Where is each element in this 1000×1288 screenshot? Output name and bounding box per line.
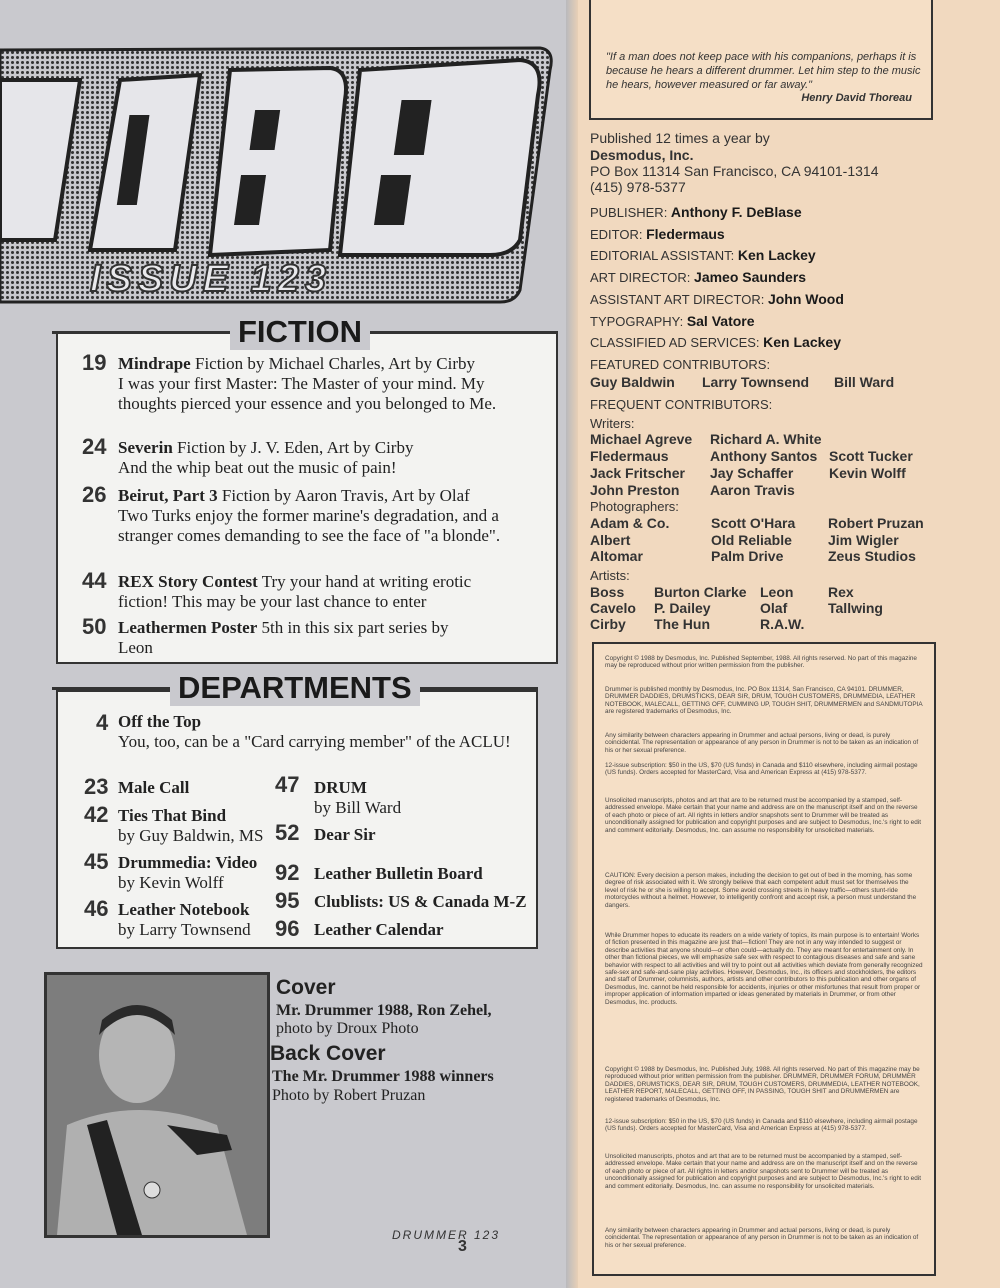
writers-label: Writers: — [590, 416, 635, 431]
artist-name: P. Dailey — [654, 600, 711, 616]
dept-page-num: 23 — [84, 774, 109, 799]
legal-paragraph: CAUTION: Every decision a person makes, including the decision to get out of bed in the morning, has some degree of risk associated with it. We strongly believe that each competent adult must set for themselves the level of risk he or she is willing to accept. Some avoid crossing streets in heavy traffic—others stunt-ride motorcycles without a helmet. However, to intelligently confront and accept risk, a person must understand the dangers. — [605, 872, 917, 909]
writer-name: Michael Agreve — [590, 431, 693, 447]
writer-name: Jack Fritscher — [590, 465, 685, 481]
legal-paragraph: Drummer is published monthly by Desmodus, Inc. PO Box 11314, San Francisco, CA 94101. DRUMMER, DRUMMER DADDIES, DRUMSTICKS, DEAR SIR, DRUM, TOUGH CUSTOMERS, DRUMMEDIA, LEATHER NOTEBOOK, MALECALL, GETTING OFF, CUMMING UP, TOUGH SHIT, DRUMMERMEN and SANDMUTOPIA are registered trademarks of Desmodus, Inc. — [605, 686, 923, 716]
fiction-page-num: 24 — [82, 434, 107, 459]
writer-name: Jay Schaffer — [710, 465, 794, 481]
dept-item[interactable]: Dear Sir — [314, 825, 376, 844]
back-cover-line1: The Mr. Drummer 1988 winners — [272, 1068, 494, 1085]
writer-name: John Preston — [590, 482, 680, 498]
dept-page-num: 96 — [275, 916, 300, 941]
writer-name: Aaron Travis — [710, 482, 795, 498]
legal-paragraph: 12-issue subscription: $50 in the US, $70 (US funds) in Canada and $110 elsewhere, including airmail postage (US funds). Orders accepted for MasterCard, Visa and American Express at (415) 978-5377. — [605, 762, 918, 777]
dept-item[interactable]: Off the Top You, too, can be a "Card carrying member" of the ACLU! — [118, 712, 511, 751]
dept-page-num: 92 — [275, 860, 300, 885]
quote-author: Henry David Thoreau — [801, 92, 912, 104]
artists-label: Artists: — [590, 568, 630, 583]
cover-photo — [44, 972, 270, 1238]
fiction-item[interactable]: Mindrape Fiction by Michael Charles, Art by Cirby I was your first Master: The Master of your mind. My thoughts pierced your essence and you belonged to Me. — [118, 354, 497, 413]
dept-page-num: 4 — [96, 710, 109, 735]
photographer-name: Altomar — [590, 548, 643, 564]
writer-name: Richard A. White — [710, 431, 822, 447]
cover-model-illustration — [47, 975, 267, 1235]
dept-item[interactable]: Male Call — [118, 778, 190, 797]
writer-name: Kevin Wolff — [829, 465, 906, 481]
fiction-item[interactable]: Beirut, Part 3 Fiction by Aaron Travis, Art by Olaf Two Turks enjoy the former marine's degradation, and a stranger comes demanding to see the face of "a blonde". — [118, 486, 501, 545]
role-line: EDITORIAL ASSISTANT: Ken Lackey — [590, 247, 816, 263]
published-line: Published 12 times a year by — [590, 130, 770, 146]
photographer-name: Zeus Studios — [828, 548, 916, 564]
departments-title: DEPARTMENTS — [170, 670, 420, 706]
fiction-title: FICTION — [230, 314, 370, 350]
publisher-company: Desmodus, Inc. — [590, 147, 694, 163]
dept-item[interactable]: Leather Bulletin Board — [314, 864, 483, 883]
dept-page-num: 42 — [84, 802, 109, 827]
publisher-phone: (415) 978-5377 — [590, 179, 686, 195]
artist-name: Burton Clarke — [654, 584, 747, 600]
dept-page-num: 46 — [84, 896, 109, 921]
legal-paragraph: Copyright © 1988 by Desmodus, Inc. Published September, 1988. All rights reserved. No part of this magazine may be reproduced without prior written permission from the publisher. — [605, 655, 917, 670]
photographer-name: Adam & Co. — [590, 515, 670, 531]
dept-item[interactable]: Leather Notebook by Larry Townsend — [118, 900, 251, 939]
fiction-item[interactable]: Severin Fiction by J. V. Eden, Art by Cirby And the whip beat out the music of pain! — [118, 438, 414, 477]
frequent-label: FREQUENT CONTRIBUTORS: — [590, 397, 773, 412]
back-cover-line2: Photo by Robert Pruzan — [272, 1087, 426, 1104]
featured-name: Larry Townsend — [702, 374, 810, 390]
cover-line1: Mr. Drummer 1988, Ron Zehel, — [276, 1002, 492, 1019]
dept-page-num: 45 — [84, 849, 109, 874]
photographer-name: Jim Wigler — [828, 532, 899, 548]
artist-name: Boss — [590, 584, 625, 600]
legal-paragraph: Any similarity between characters appearing in Drummer and actual persons, living or dead, is purely coincidental. The representation or appearance of any person in Drummer is not to be taken as an indication of his or her sexual preference. — [605, 1227, 919, 1249]
dept-item[interactable]: DRUM by Bill Ward — [314, 778, 402, 817]
dept-item[interactable]: Leather Calendar — [314, 920, 444, 939]
fiction-page-num: 50 — [82, 614, 107, 639]
page-number: 3 — [458, 1238, 467, 1255]
legal-paragraph: While Drummer hopes to educate its readers on a wide variety of topics, its main purpose is to entertain! Works of fiction presented in this magazine are just that—fiction! They are not in any way intended to suggest or describe activities that anyone should—or often could—actually do. They are meant for entertainment only. In other than fictional pieces, we will emphasize safe sex with respect to contagious diseases and safe and sane behavior with respect to all activities and will try to point out all activities which deviate from generally recognized safe-sex and safe-and-sane play activities. However, Desmodus, Inc., its officers and stockholders, the editors and staff of Drummer, columnists, authors, artists and other contributors to this publication and other organs of Desmodus, Inc. cannot be held responsible for accidents, injuries or other misfortunes that result from proper or improper application of information imparted or ideas generated by materials in Drummer, or from other Desmodus, Inc. products. — [605, 932, 923, 1006]
role-line: TYPOGRAPHY: Sal Vatore — [590, 313, 755, 329]
fiction-item[interactable]: REX Story Contest Try your hand at writing erotic fiction! This may be your last chance to enter — [118, 572, 472, 611]
legal-paragraph: Unsolicited manuscripts, photos and art that are to be returned must be accompanied by a stamped, self-addressed envelope. Make certain that your name and address are on the manuscript itself and on the reverse of each photo or piece of art. All rights in letters and/or snapshots sent to Drummer will be treated as unconditionally assigned for publication and copyright purposes and are subject to Desmodus, Inc.'s right to edit and comment editorially. Desmodus, Inc. can assume no responsibility for unsolicited materials. — [605, 1153, 921, 1190]
fiction-page-num: 26 — [82, 482, 107, 507]
cover-line2: photo by Droux Photo — [276, 1020, 419, 1037]
dept-page-num: 95 — [275, 888, 300, 913]
artist-name: Tallwing — [828, 600, 883, 616]
fiction-page-num: 44 — [82, 568, 107, 593]
writer-name: Anthony Santos — [710, 448, 818, 464]
fiction-item[interactable]: Leathermen Poster 5th in this six part series by Leon — [118, 618, 449, 657]
departments-header — [52, 670, 538, 706]
publisher-address: PO Box 11314 San Francisco, CA 94101-1314 — [590, 163, 879, 179]
footer-magazine: DRUMMER 123 — [392, 1228, 501, 1242]
writer-name: Scott Tucker — [829, 448, 913, 464]
photographer-name: Robert Pruzan — [828, 515, 924, 531]
featured-name: Guy Baldwin — [590, 374, 675, 390]
artist-name: Cavelo — [590, 600, 636, 616]
artist-name: Olaf — [760, 600, 788, 616]
featured-label: FEATURED CONTRIBUTORS: — [590, 357, 771, 372]
photographer-name: Albert — [590, 532, 631, 548]
artist-name: Cirby — [590, 616, 626, 632]
role-line: PUBLISHER: Anthony F. DeBlase — [590, 204, 802, 220]
legal-paragraph: 12-issue subscription: $50 in the US, $70 (US funds) in Canada and $110 elsewhere, including airmail postage (US funds). Orders accepted for MasterCard, Visa and American Express at (415) 978-5377. — [605, 1118, 918, 1133]
dept-page-num: 47 — [275, 772, 300, 797]
dept-item[interactable]: Clublists: US & Canada M-Z — [314, 892, 527, 911]
issue-number: ISSUE 123 — [90, 258, 332, 300]
photographer-name: Old Reliable — [711, 532, 792, 548]
photographer-name: Palm Drive — [711, 548, 784, 564]
role-line: ART DIRECTOR: Jameo Saunders — [590, 269, 807, 285]
artist-name: The Hun — [654, 616, 710, 632]
role-line: ASSISTANT ART DIRECTOR: John Wood — [590, 291, 844, 307]
dept-item[interactable]: Ties That Bind by Guy Baldwin, MS — [118, 806, 264, 845]
artist-name: R.A.W. — [760, 616, 805, 632]
page-gutter — [566, 0, 578, 1288]
artist-name: Leon — [760, 584, 794, 600]
artist-name: Rex — [828, 584, 854, 600]
writer-name: Fledermaus — [590, 448, 669, 464]
legal-paragraph: Any similarity between characters appearing in Drummer and actual persons, living or dead, is purely coincidental. The representation or appearance of any person in Drummer is not to be taken as an indication of his or her sexual preference. — [605, 732, 919, 754]
featured-name: Bill Ward — [834, 374, 895, 390]
photographer-name: Scott O'Hara — [711, 515, 796, 531]
quote-text: "If a man does not keep pace with his companions, perhaps it is because he hears a different drummer. Let him step to the music he hears, however measured or far away." — [606, 51, 921, 91]
cover-heading: Cover — [276, 976, 336, 999]
dept-page-num: 52 — [275, 820, 300, 845]
photographers-label: Photographers: — [590, 499, 679, 514]
fiction-header — [52, 314, 558, 350]
role-line: CLASSIFIED AD SERVICES: Ken Lackey — [590, 334, 841, 350]
legal-paragraph: Copyright © 1988 by Desmodus, Inc. Published July, 1988. All rights reserved. No part of this magazine may be reproduced without prior written permission from the publisher. DRUMMER, DRUMMER FORUM, DRUMMER DADDIES, DRUMSTICKS, DEAR SIR, DRUM, TOUGH CUSTOMERS, DRUMMEDIA, LEATHER NOTEBOOK, LEATHER REPORT, MALECALL, GETTING OFF, IN PASSING, TOUGH SHIT and DRUMMERMEN are registered trademarks of Desmodus, Inc. — [605, 1066, 920, 1103]
back-cover-heading: Back Cover — [270, 1042, 386, 1065]
dept-item[interactable]: Drummedia: Video by Kevin Wolff — [118, 853, 258, 892]
role-line: EDITOR: Fledermaus — [590, 226, 725, 242]
legal-paragraph: Unsolicited manuscripts, photos and art that are to be returned must be accompanied by a stamped, self-addressed envelope. Make certain that your name and address are on the manuscript itself and on the reverse of each photo or piece of art. All rights in letters and/or snapshots sent to Drummer will be treated as unconditionally assigned for publication and copyright purposes and are subject to Desmodus, Inc.'s right to edit and comment editorially. Desmodus, Inc. can assume no responsibility for unsolicited materials. — [605, 797, 921, 834]
fiction-page-num: 19 — [82, 350, 107, 375]
